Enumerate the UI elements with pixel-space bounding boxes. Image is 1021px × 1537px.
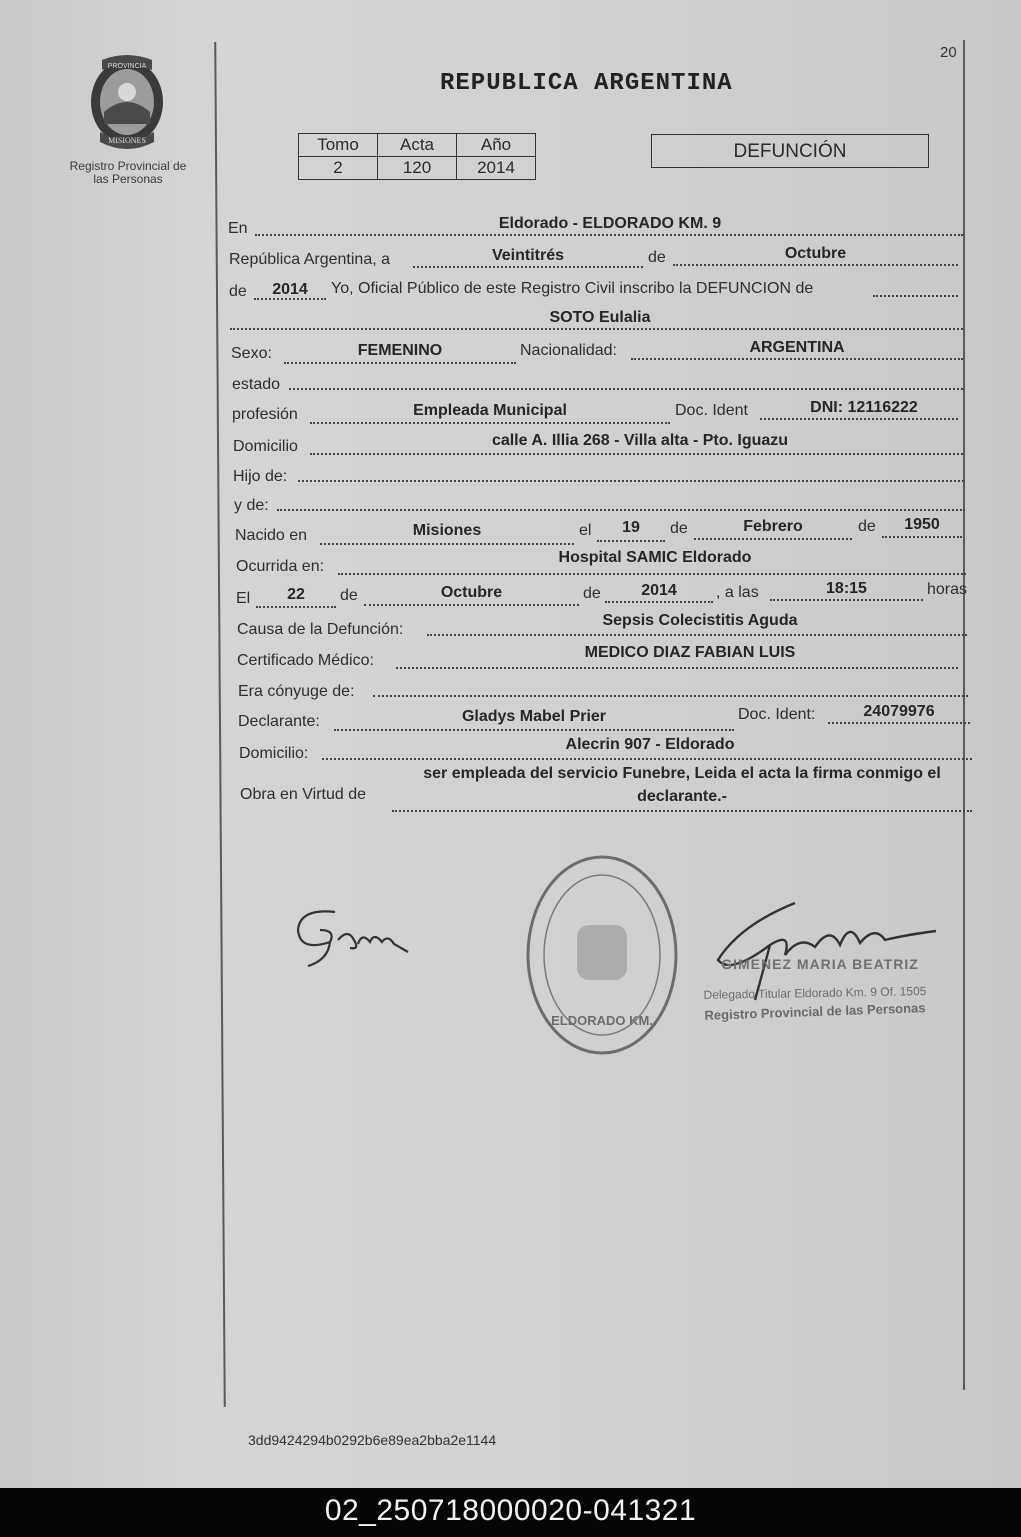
record-table bbox=[298, 133, 536, 180]
certificado-dots bbox=[396, 667, 958, 669]
de-label-6: de bbox=[583, 585, 601, 602]
el-label: el bbox=[579, 522, 592, 539]
nacido-label: Nacido en bbox=[235, 527, 308, 544]
decl-doc-value: 24079976 bbox=[863, 703, 935, 720]
obra-label: Obra en Virtud de bbox=[240, 786, 367, 803]
profesion-label: profesión bbox=[232, 406, 298, 423]
conyuge-dots bbox=[373, 695, 968, 697]
de-label-1: de bbox=[648, 249, 666, 266]
official-round-seal bbox=[522, 850, 682, 1060]
sexo-label: Sexo: bbox=[231, 345, 272, 362]
declarante-value: Gladys Mabel Prier bbox=[461, 708, 607, 725]
def-mes-dots bbox=[364, 604, 579, 606]
profesion-dots bbox=[310, 422, 670, 424]
ocurrida-dots bbox=[338, 573, 966, 575]
domicilio-label: Domicilio bbox=[233, 438, 298, 455]
page-number: 20 bbox=[940, 44, 957, 61]
anio-header: Año bbox=[457, 134, 536, 157]
doc-ident-dots bbox=[760, 418, 958, 420]
yde-label: y de: bbox=[234, 497, 269, 514]
nacionalidad-value: ARGENTINA bbox=[749, 339, 845, 356]
el2-label: El bbox=[236, 590, 251, 607]
def-hora-value: 18:15 bbox=[826, 580, 867, 597]
de-label-2: de bbox=[229, 283, 247, 300]
province-seal-logo bbox=[82, 52, 172, 150]
mes-dots bbox=[673, 264, 958, 266]
declarant-signature bbox=[290, 900, 420, 980]
domicilio2-value: Alecrin 907 - Eldorado bbox=[565, 736, 735, 753]
left-margin-line bbox=[214, 42, 226, 1407]
en-label: En bbox=[228, 220, 248, 237]
conyuge-label: Era cónyuge de: bbox=[238, 683, 355, 700]
domicilio-dots bbox=[310, 453, 963, 455]
scan-id-bar bbox=[0, 1488, 1021, 1537]
horas-label: horas bbox=[927, 581, 968, 598]
yde-dots bbox=[277, 509, 965, 511]
decl-doc-label: Doc. Ident: bbox=[738, 706, 816, 723]
en-dots bbox=[255, 234, 963, 236]
yo-dots bbox=[873, 295, 958, 297]
document-hash: 3dd9424294b0292b6e89ea2bba2e1144 bbox=[248, 1432, 497, 1448]
page-title: REPUBLICA ARGENTINA bbox=[440, 70, 733, 97]
nac-dia-dots bbox=[597, 540, 665, 542]
def-mes-value: Octubre bbox=[440, 584, 503, 601]
def-anio-dots bbox=[605, 601, 713, 603]
def-anio-value: 2014 bbox=[641, 582, 677, 599]
decl-doc-dots bbox=[828, 722, 970, 724]
dia-value: Veintitrés bbox=[491, 247, 565, 264]
svg-text:ELDORADO KM.: ELDORADO KM. bbox=[551, 1013, 653, 1028]
obra-dots bbox=[392, 810, 972, 812]
nac-anio-dots bbox=[882, 536, 962, 538]
def-hora-dots bbox=[770, 599, 923, 601]
nacido-value: Misiones bbox=[412, 522, 482, 539]
acta-header: Acta bbox=[378, 134, 457, 157]
nacionalidad-dots bbox=[631, 358, 963, 360]
en-value: Eldorado - ELDORADO KM. 9 bbox=[498, 215, 722, 232]
domicilio2-dots bbox=[322, 758, 972, 760]
alas-label: , a las bbox=[716, 584, 759, 601]
estado-dots bbox=[289, 388, 963, 390]
declarante-dots bbox=[334, 729, 734, 731]
republica-label: República Argentina, a bbox=[229, 251, 390, 268]
anio-inscripcion-value: 2014 bbox=[272, 281, 308, 298]
scan-id: 02_250718000020-041321 bbox=[324, 1494, 697, 1527]
hijo-dots bbox=[298, 480, 964, 482]
officer-stamp-role: Delegado Titular Eldorado Km. 9 Of. 1505 bbox=[703, 984, 927, 1002]
ocurrida-label: Ocurrida en: bbox=[236, 558, 325, 575]
tomo-header: Tomo bbox=[299, 134, 378, 157]
sexo-value: FEMENINO bbox=[357, 342, 443, 359]
certificado-label: Certificado Médico: bbox=[237, 652, 374, 669]
estado-label: estado bbox=[232, 376, 281, 393]
svg-text:PROVINCIA: PROVINCIA bbox=[107, 63, 147, 70]
domicilio2-label: Domicilio: bbox=[239, 745, 309, 762]
causa-label: Causa de la Defunción: bbox=[237, 621, 404, 638]
hijo-label: Hijo de: bbox=[233, 468, 288, 485]
acta-value: 120 bbox=[378, 157, 457, 180]
mes-value: Octubre bbox=[784, 245, 847, 262]
dia-dots bbox=[413, 266, 643, 268]
svg-text:MISIONES: MISIONES bbox=[108, 136, 146, 145]
obra-value-line2: declarante.- bbox=[637, 788, 727, 805]
nombre-value: SOTO Eulalia bbox=[549, 309, 651, 326]
nac-mes-dots bbox=[694, 538, 852, 540]
yo-text: Yo, Oficial Público de este Registro Civil inscribo la DEFUNCION de bbox=[331, 280, 814, 297]
declarante-label: Declarante: bbox=[238, 713, 320, 730]
officer-stamp-org: Registro Provincial de las Personas bbox=[704, 1000, 926, 1023]
de-label-4: de bbox=[858, 518, 876, 535]
tomo-value: 2 bbox=[299, 157, 378, 180]
profesion-value: Empleada Municipal bbox=[413, 402, 567, 419]
nacionalidad-label: Nacionalidad: bbox=[520, 342, 617, 359]
def-dia-value: 22 bbox=[287, 586, 305, 603]
registry-caption: Registro Provincial de las Personas bbox=[69, 159, 187, 186]
domicilio-value: calle A. Illia 268 - Villa alta - Pto. Iguazu bbox=[491, 432, 789, 449]
def-dia-dots bbox=[256, 606, 336, 608]
nacido-dots bbox=[320, 543, 574, 545]
officer-stamp-name: GIMENEZ MARIA BEATRIZ bbox=[721, 956, 919, 972]
de-label-3: de bbox=[670, 520, 688, 537]
anio-value: 2014 bbox=[457, 157, 536, 180]
nac-dia-value: 19 bbox=[622, 519, 640, 536]
record-type-box: DEFUNCIÓN bbox=[651, 134, 929, 168]
doc-ident-value: DNI: 12116222 bbox=[810, 399, 918, 416]
doc-ident-label: Doc. Ident bbox=[675, 402, 748, 419]
nac-anio-value: 1950 bbox=[904, 516, 940, 533]
nombre-dots bbox=[230, 328, 963, 330]
ocurrida-value: Hospital SAMIC Eldorado bbox=[558, 549, 752, 566]
sexo-dots bbox=[284, 362, 516, 364]
nac-mes-value: Febrero bbox=[743, 518, 803, 535]
causa-value: Sepsis Colecistitis Aguda bbox=[602, 612, 798, 629]
certificado-value: MEDICO DIAZ FABIAN LUIS bbox=[584, 644, 796, 661]
de-label-5: de bbox=[340, 587, 358, 604]
causa-dots bbox=[427, 634, 967, 636]
obra-value-line1: ser empleada del servicio Funebre, Leida el acta la firma conmigo el bbox=[423, 765, 941, 782]
